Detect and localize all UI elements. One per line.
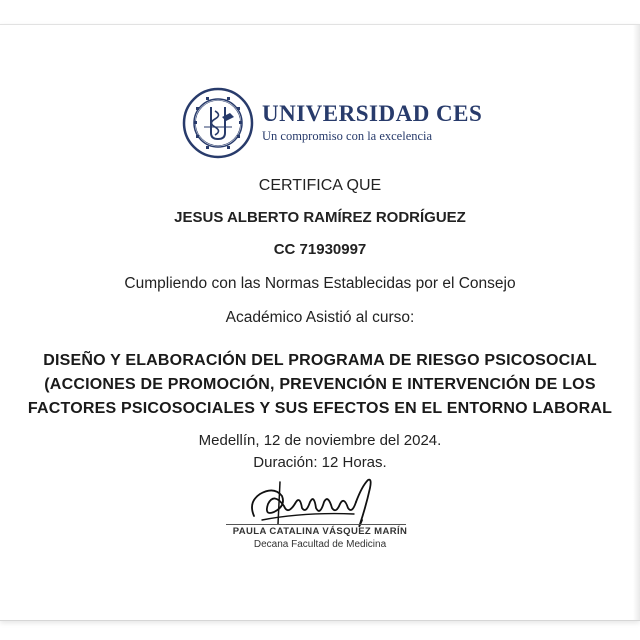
recipient-id: CC 71930997 [273,241,367,258]
course-title-line-2: (ACCIONES DE PROMOCIÓN, PREVENCIÓN E INTERVENCIÓN DE LOS [44,376,596,393]
statement-line-2: Académico Asistió al curso: [225,309,415,326]
statement-line-1: Cumpliendo con las Normas Establecidas por el Consejo [124,275,516,292]
page-edge-shadow [633,25,640,620]
signature-line [226,524,406,525]
course-duration: Duración: 12 Horas. [253,454,387,471]
certifica-heading: CERTIFICA QUE [258,177,382,194]
brand-tagline: Un compromiso con la excelencia [262,129,433,143]
university-logo [182,87,483,165]
brand-name: UNIVERSIDAD CES [262,101,483,126]
issue-date: Medellín, 12 de noviembre del 2024. [198,432,442,449]
course-title-line-3: FACTORES PSICOSOCIALES Y SUS EFECTOS EN EL ENTORNO LABORAL [27,400,613,417]
signatory-name: PAULA CATALINA VÁSQUEZ MARÍN [232,526,408,537]
university-seal-icon [182,87,254,159]
course-title-line-1: DISEÑO Y ELABORACIÓN DEL PROGRAMA DE RIESGO PSICOSOCIAL [43,352,597,369]
recipient-name: JESUS ALBERTO RAMÍREZ RODRÍGUEZ [174,209,466,226]
certificate-page [0,24,640,621]
signatory-title: Decana Facultad de Medicina [253,539,387,550]
